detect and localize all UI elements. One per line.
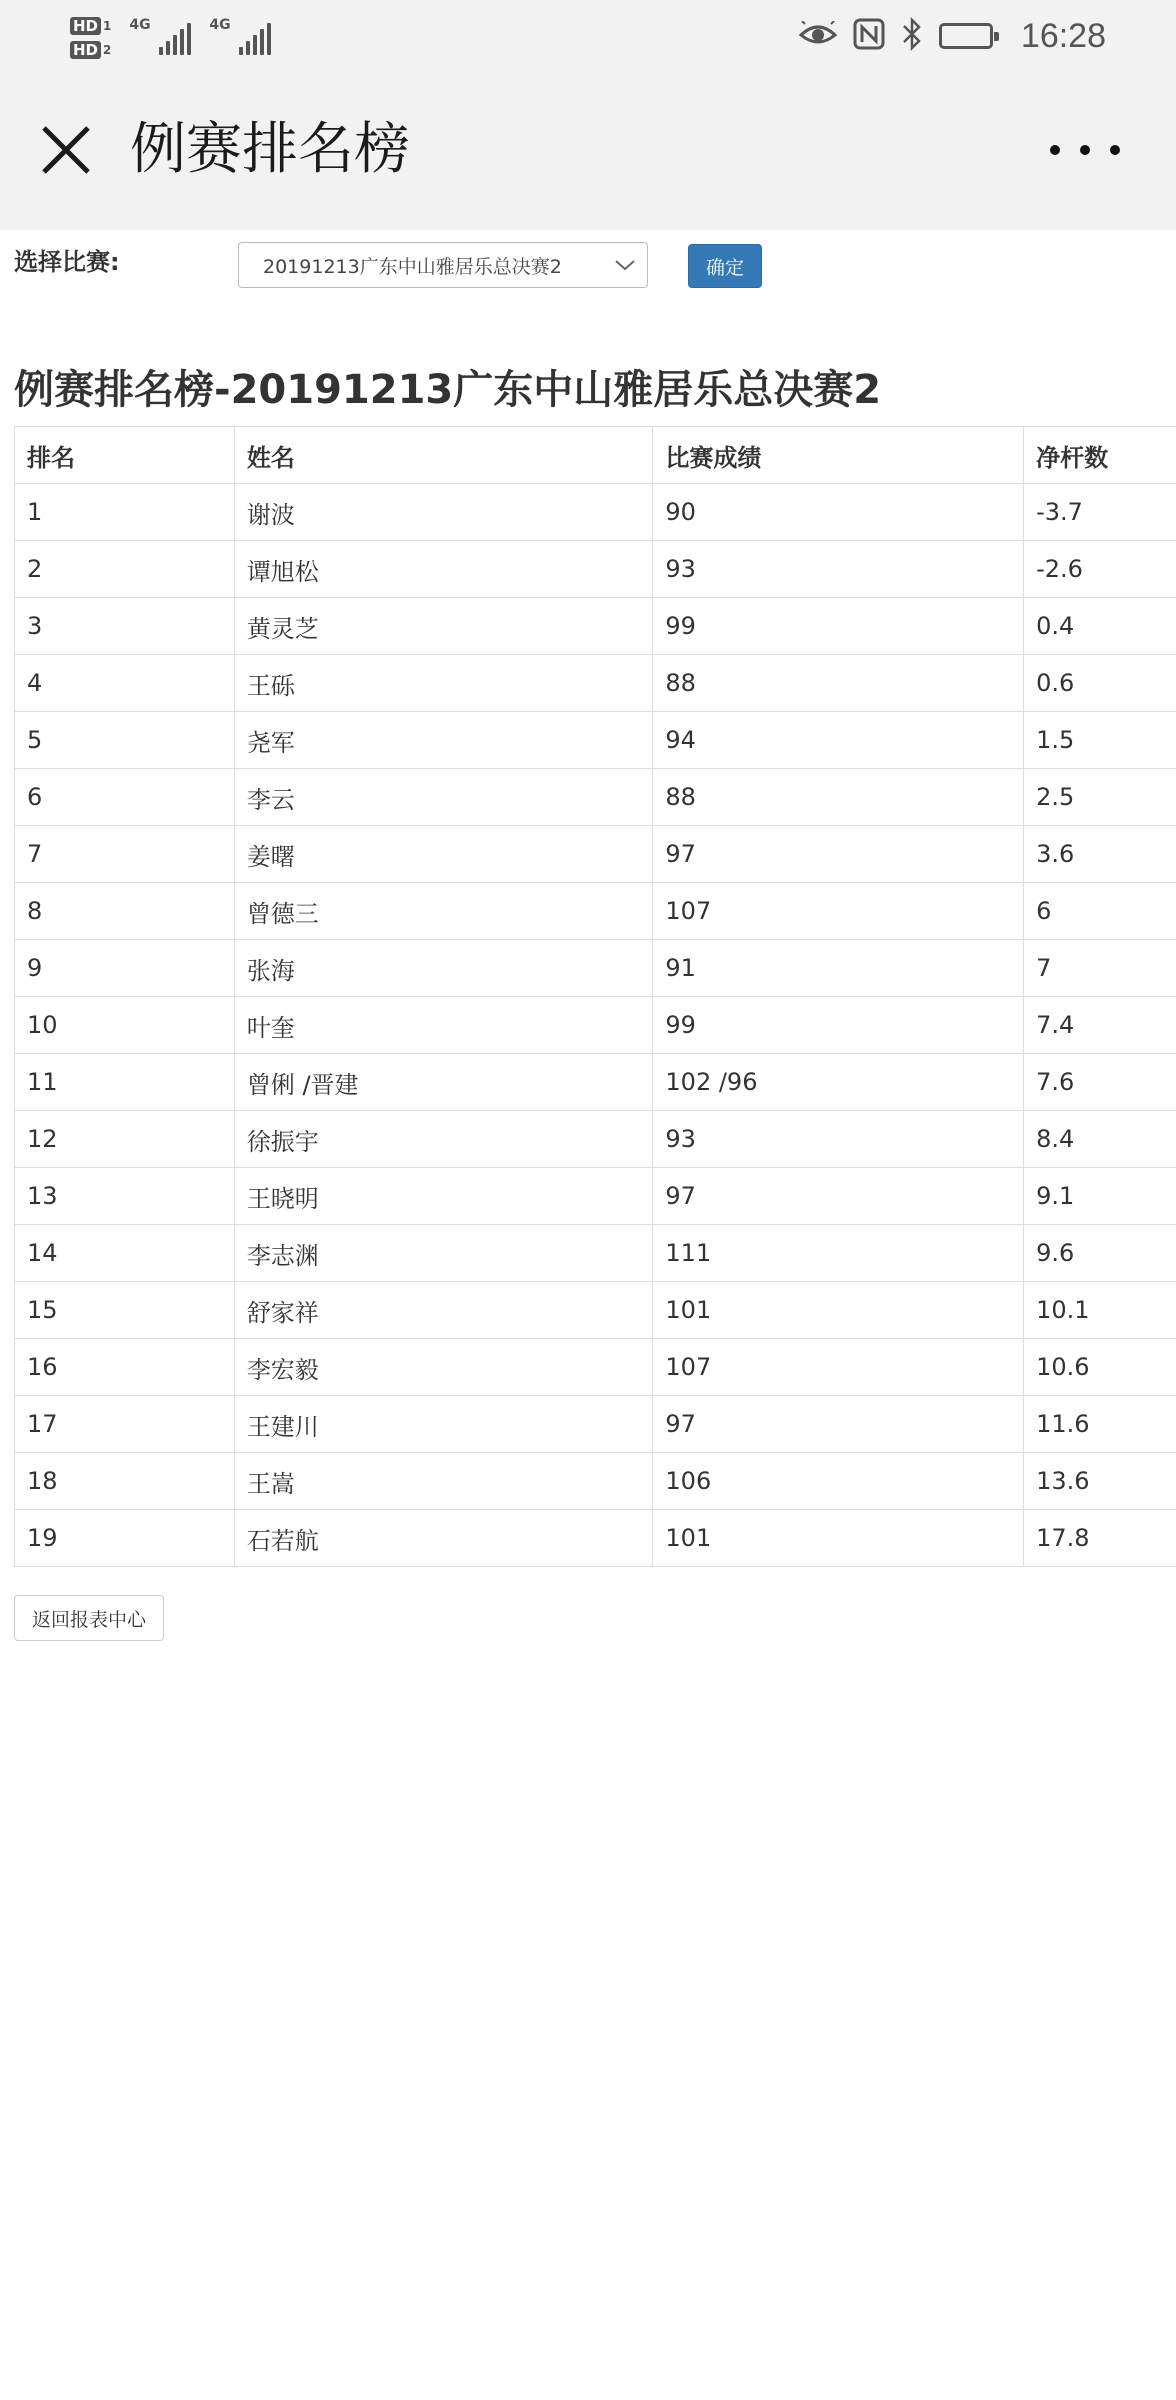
cell-name: 王晓明: [234, 1168, 653, 1225]
network-type-label: 4G: [129, 17, 151, 33]
cell-name: 王嵩: [234, 1453, 653, 1510]
cell-rank: 6: [15, 769, 235, 826]
table-row: [15, 1453, 1176, 1510]
cell-rank: 8: [15, 883, 235, 940]
table-row: [15, 1396, 1176, 1453]
cell-name: 谭旭松: [234, 541, 653, 598]
cell-net: 6: [1024, 883, 1176, 940]
hd-sim-number: 1: [103, 19, 112, 33]
cell-score: 101: [653, 1510, 1024, 1567]
cell-net: 7: [1024, 940, 1176, 997]
table-row: [15, 598, 1176, 655]
table-row: [15, 769, 1176, 826]
cell-rank: 17: [15, 1396, 235, 1453]
clock: 16:28: [1020, 16, 1106, 55]
cell-net: 0.4: [1024, 598, 1176, 655]
report-title: 例赛排名榜-20191213广东中山雅居乐总决赛2: [14, 367, 882, 413]
network-type-label: 4G: [209, 17, 231, 33]
table-body: [15, 484, 1176, 1567]
table-row: [15, 1510, 1176, 1567]
cell-rank: 3: [15, 598, 235, 655]
cell-score: 107: [653, 1339, 1024, 1396]
close-icon[interactable]: [36, 120, 96, 180]
bluetooth-icon: [901, 17, 923, 55]
cell-name: 谢波: [234, 484, 653, 541]
cell-rank: 5: [15, 712, 235, 769]
status-left: [70, 8, 271, 68]
cell-rank: 2: [15, 541, 235, 598]
signal-icon-sim2: [209, 17, 271, 55]
back-to-report-center-button[interactable]: 返回报表中心: [14, 1595, 164, 1641]
cell-net: 2.5: [1024, 769, 1176, 826]
cell-net: 10.1: [1024, 1282, 1176, 1339]
confirm-button[interactable]: 确定: [688, 244, 762, 288]
cell-rank: 4: [15, 655, 235, 712]
cell-score: 90: [653, 484, 1024, 541]
cell-score: 93: [653, 541, 1024, 598]
cell-net: 7.6: [1024, 1054, 1176, 1111]
table-row: [15, 655, 1176, 712]
column-header-rank: 排名: [15, 427, 235, 484]
cell-name: 李云: [234, 769, 653, 826]
cell-rank: 16: [15, 1339, 235, 1396]
table-row: [15, 1339, 1176, 1396]
cell-name: 曾德三: [234, 883, 653, 940]
cell-net: 9.6: [1024, 1225, 1176, 1282]
cell-rank: 1: [15, 484, 235, 541]
cell-rank: 11: [15, 1054, 235, 1111]
match-select-label: 选择比赛:: [14, 248, 120, 276]
cell-net: 17.8: [1024, 1510, 1176, 1567]
cell-net: 8.4: [1024, 1111, 1176, 1168]
table-row: [15, 940, 1176, 997]
cell-name: 张海: [234, 940, 653, 997]
cell-net: 10.6: [1024, 1339, 1176, 1396]
more-icon[interactable]: [1050, 132, 1120, 168]
cell-rank: 12: [15, 1111, 235, 1168]
signal-icon-sim1: [129, 17, 191, 55]
cell-net: 13.6: [1024, 1453, 1176, 1510]
cell-score: 99: [653, 598, 1024, 655]
match-select[interactable]: [238, 242, 648, 288]
cell-score: 111: [653, 1225, 1024, 1282]
hd-indicators: [70, 17, 111, 59]
cell-rank: 7: [15, 826, 235, 883]
cell-net: 1.5: [1024, 712, 1176, 769]
table-row: [15, 1111, 1176, 1168]
cell-score: 97: [653, 826, 1024, 883]
cell-score: 88: [653, 655, 1024, 712]
match-select-value: 20191213广东中山雅居乐总决赛2: [263, 255, 562, 278]
cell-score: 93: [653, 1111, 1024, 1168]
cell-rank: 18: [15, 1453, 235, 1510]
app-header: [0, 72, 1176, 230]
cell-score: 107: [653, 883, 1024, 940]
match-filter: [14, 230, 1176, 310]
status-bar: [0, 0, 1176, 72]
cell-net: 3.6: [1024, 826, 1176, 883]
table-row: [15, 826, 1176, 883]
cell-name: 徐振宇: [234, 1111, 653, 1168]
cell-name: 舒家祥: [234, 1282, 653, 1339]
table-header-row: [15, 427, 1176, 484]
table-row: [15, 997, 1176, 1054]
cell-rank: 10: [15, 997, 235, 1054]
cell-net: 0.6: [1024, 655, 1176, 712]
cell-name: 王建川: [234, 1396, 653, 1453]
main-content: [14, 230, 1176, 1641]
cell-net: -3.7: [1024, 484, 1176, 541]
ranking-table: [14, 426, 1176, 1567]
cell-name: 曾俐 /晋建: [234, 1054, 653, 1111]
hd-indicator-2: [70, 41, 111, 59]
table-row: [15, 1054, 1176, 1111]
cell-score: 99: [653, 997, 1024, 1054]
cell-score: 88: [653, 769, 1024, 826]
chevron-down-icon: [613, 253, 637, 277]
hd-icon: HD: [70, 41, 101, 59]
cell-name: 尧军: [234, 712, 653, 769]
cell-name: 李宏毅: [234, 1339, 653, 1396]
column-header-score: 比赛成绩: [653, 427, 1024, 484]
column-header-name: 姓名: [234, 427, 653, 484]
table-row: [15, 484, 1176, 541]
page-title: 例赛排名榜: [130, 117, 410, 182]
cell-rank: 15: [15, 1282, 235, 1339]
cell-name: 王砾: [234, 655, 653, 712]
hd-icon: HD: [70, 17, 101, 35]
cell-score: 101: [653, 1282, 1024, 1339]
cell-score: 94: [653, 712, 1024, 769]
cell-name: 石若航: [234, 1510, 653, 1567]
table-row: [15, 712, 1176, 769]
eye-comfort-icon: [799, 21, 837, 51]
nfc-icon: [853, 18, 885, 54]
cell-score: 91: [653, 940, 1024, 997]
cell-score: 97: [653, 1168, 1024, 1225]
table-row: [15, 883, 1176, 940]
cell-rank: 9: [15, 940, 235, 997]
cell-rank: 14: [15, 1225, 235, 1282]
battery-icon: [939, 23, 993, 49]
table-row: [15, 1282, 1176, 1339]
table-row: [15, 541, 1176, 598]
cell-score: 106: [653, 1453, 1024, 1510]
cell-name: 姜曙: [234, 826, 653, 883]
cell-net: 9.1: [1024, 1168, 1176, 1225]
cell-net: 7.4: [1024, 997, 1176, 1054]
cell-net: -2.6: [1024, 541, 1176, 598]
cell-name: 李志渊: [234, 1225, 653, 1282]
cell-score: 97: [653, 1396, 1024, 1453]
cell-rank: 19: [15, 1510, 235, 1567]
hd-indicator-1: [70, 17, 111, 35]
cell-name: 黄灵芝: [234, 598, 653, 655]
cell-name: 叶奎: [234, 997, 653, 1054]
hd-sim-number: 2: [103, 43, 112, 57]
table-row: [15, 1168, 1176, 1225]
cell-score: 102 /96: [653, 1054, 1024, 1111]
column-header-net: 净杆数: [1024, 427, 1176, 484]
cell-net: 11.6: [1024, 1396, 1176, 1453]
table-row: [15, 1225, 1176, 1282]
cell-rank: 13: [15, 1168, 235, 1225]
status-right: [799, 0, 1106, 72]
